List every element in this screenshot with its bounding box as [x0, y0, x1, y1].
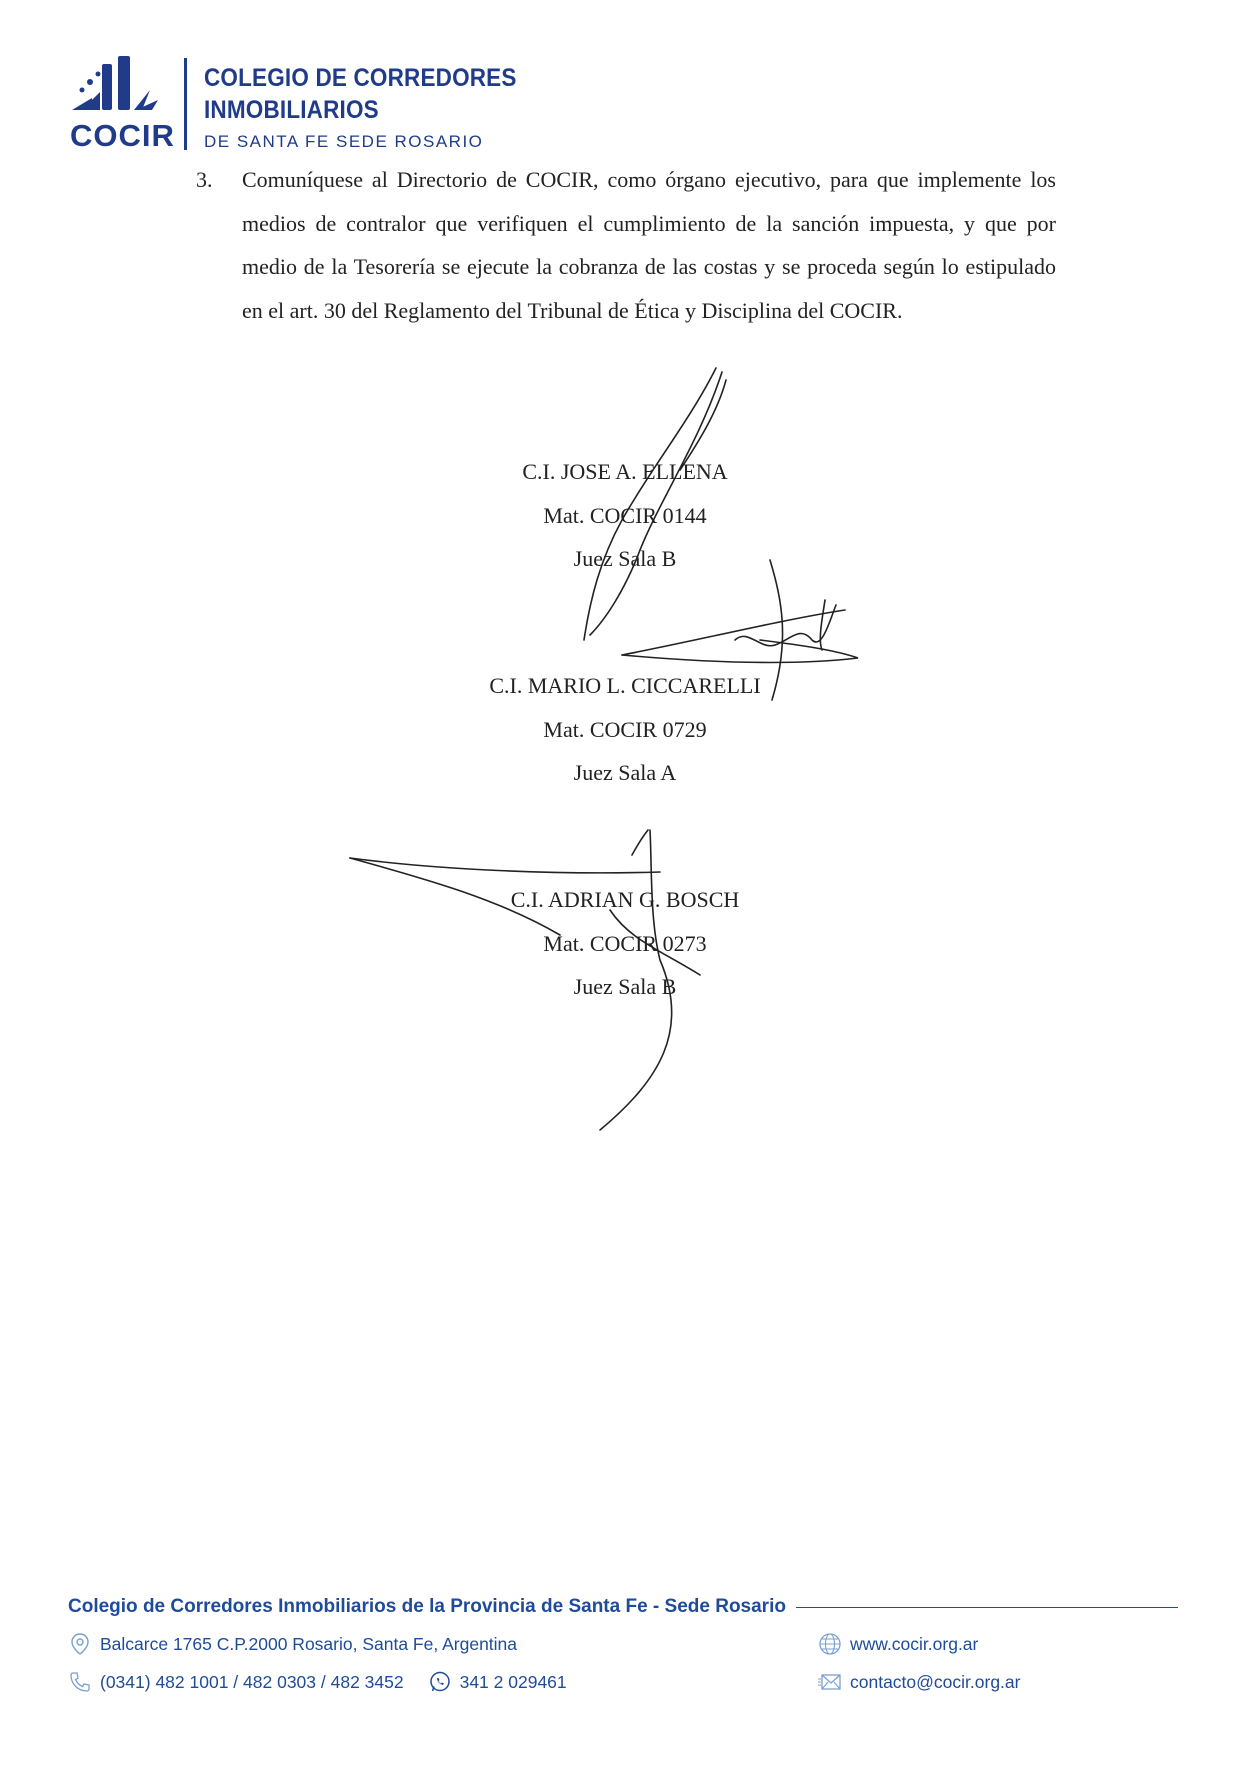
footer-row-2 — [68, 1670, 1178, 1694]
item-text: Comuníquese al Directorio de COCIR, como órgano ejecutivo, para que implemente los medios de contralor que verifiquen el cumplimiento de la sanción impuesta, y que por medio de la Tesorería se ejecute la cobranza de las costas y se proceda según lo estipulado en el art. 30 del Reglamento del Tribunal de Ética y Disciplina del COCIR. — [242, 167, 1056, 323]
signature-block-2 — [460, 664, 790, 795]
header-divider — [184, 58, 187, 150]
signature-block-1 — [460, 450, 790, 581]
footer-website[interactable] — [818, 1632, 978, 1656]
globe-icon — [818, 1632, 842, 1656]
website-link[interactable]: www.cocir.org.ar — [850, 1633, 979, 1654]
phones-text: (0341) 482 1001 / 482 0303 / 482 3452 — [100, 1671, 404, 1692]
signer-matricula: Mat. COCIR 0144 — [543, 502, 707, 528]
footer-title-row — [68, 1596, 1178, 1618]
signer-matricula: Mat. COCIR 0729 — [543, 716, 707, 742]
footer-email[interactable] — [818, 1670, 1020, 1694]
letterhead-line-1: COLEGIO DE CORREDORES — [204, 64, 517, 92]
footer — [68, 1596, 1178, 1694]
footer-title: Colegio de Corredores Inmobiliarios de la Provincia de Santa Fe - Sede Rosario — [68, 1596, 786, 1617]
footer-address — [68, 1632, 768, 1656]
letterhead-line-2: INMOBILIARIOS — [204, 96, 379, 124]
phone-icon — [68, 1670, 92, 1694]
letterhead-line-3: DE SANTA FE SEDE ROSARIO — [204, 132, 484, 151]
resolution-item — [196, 158, 1056, 332]
signature-block-3 — [460, 878, 790, 1009]
footer-phones — [68, 1670, 768, 1694]
signer-name: C.I. JOSE A. ELLENA — [522, 459, 728, 484]
item-number: 3. — [196, 167, 213, 192]
signer-name: C.I. MARIO L. CICCARELLI — [489, 673, 761, 698]
letterhead — [204, 62, 551, 154]
location-pin-icon — [68, 1632, 92, 1656]
signer-role: Juez Sala B — [573, 974, 677, 999]
cocir-logo-text: COCIR — [70, 118, 175, 153]
signer-role: Juez Sala A — [573, 760, 677, 785]
envelope-icon — [818, 1670, 842, 1694]
footer-row-1 — [68, 1632, 1178, 1656]
address-text: Balcarce 1765 C.P.2000 Rosario, Santa Fe, Argentina — [100, 1633, 518, 1654]
email-link[interactable]: contacto@cocir.org.ar — [850, 1671, 1021, 1692]
signer-matricula: Mat. COCIR 0273 — [543, 930, 707, 956]
signer-name: C.I. ADRIAN G. BOSCH — [510, 887, 740, 912]
whatsapp-icon — [428, 1670, 452, 1694]
footer-rule — [796, 1607, 1178, 1608]
whatsapp-text: 341 2 029461 — [459, 1671, 567, 1692]
signer-role: Juez Sala B — [573, 546, 677, 571]
